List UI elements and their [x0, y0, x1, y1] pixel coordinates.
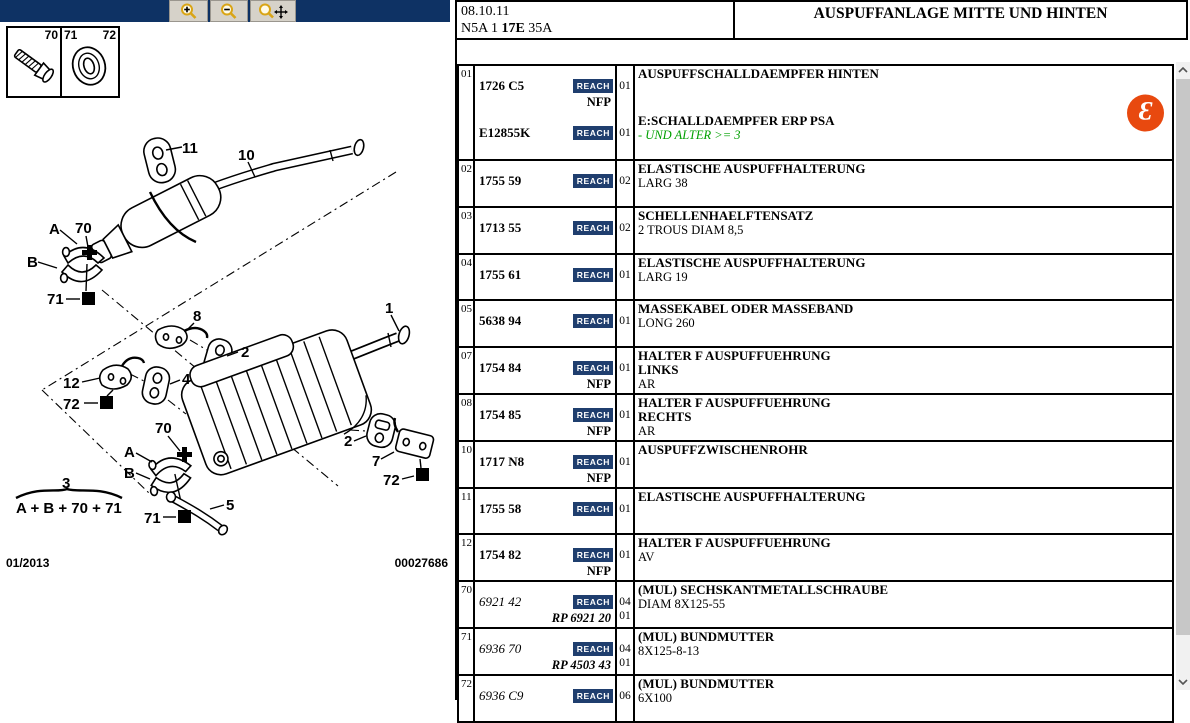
- part-cell: [475, 255, 617, 300]
- reach-badge[interactable]: REACH: [573, 79, 613, 93]
- description-cell: HALTER F AUSPUFFUEHRUNG AV: [638, 535, 831, 565]
- diagram-label-72b: 72: [383, 472, 400, 489]
- diagram-label-7: 7: [372, 453, 381, 470]
- row-index: 01: [459, 66, 475, 159]
- thumbnail-part-70[interactable]: [8, 28, 62, 96]
- chevron-down-icon: [1178, 679, 1188, 685]
- rubber-hanger-11-shape: [141, 135, 178, 185]
- description-cell: AUSPUFFZWISCHENROHR: [638, 441, 808, 457]
- row-index: 10: [459, 442, 475, 487]
- part-cell: [475, 582, 617, 627]
- vertical-scrollbar[interactable]: [1176, 62, 1190, 690]
- reach-badge[interactable]: REACH: [573, 455, 613, 469]
- quantity-cell: 04 01: [617, 582, 635, 627]
- row-index: 03: [459, 208, 475, 253]
- part-entry: [475, 208, 1172, 253]
- quantity-cell: 01: [617, 255, 635, 300]
- description-cell: ELASTISCHE AUSPUFFHALTERUNG LARG 19: [638, 254, 866, 284]
- description-cell: E:SCHALLDAEMPFER ERP PSA - UND ALTER >= 3: [638, 112, 835, 142]
- part-entry: [475, 161, 1172, 206]
- diagram-label-2a: 2: [241, 344, 250, 361]
- scroll-down-button[interactable]: [1176, 674, 1190, 690]
- diagram-label-71b: 71: [144, 510, 161, 527]
- row-index: 07: [459, 348, 475, 393]
- row-entries: [475, 489, 1172, 534]
- quantity-cell: 01: [617, 301, 635, 346]
- part-entry: [475, 442, 1172, 487]
- brand-logo: [1127, 94, 1164, 131]
- description-cell: (MUL) SECHSKANTMETALLSCHRAUBE DIAM 8X125-55: [638, 582, 889, 612]
- thumbnail-70-label: 70: [44, 28, 58, 42]
- part-number[interactable]: 1717 N8: [479, 453, 525, 469]
- reach-badge[interactable]: REACH: [573, 361, 613, 375]
- row-entries: [475, 582, 1172, 627]
- diagram-label-B1: B: [27, 254, 38, 271]
- zoom-toolbar: [0, 0, 450, 22]
- reach-badge[interactable]: REACH: [573, 502, 613, 516]
- part-number[interactable]: 1755 58: [479, 500, 522, 516]
- table-row: [459, 489, 1172, 536]
- table-row: [459, 395, 1172, 442]
- diagram-label-10: 10: [238, 147, 255, 164]
- zoom-out-button[interactable]: [210, 0, 248, 22]
- part-number[interactable]: 1754 82: [479, 547, 522, 563]
- diagram-label-11: 11: [182, 140, 198, 157]
- table-row: [459, 208, 1172, 255]
- part-note: RP 6921 20: [551, 611, 611, 626]
- quantity-cell: 01: [617, 348, 635, 393]
- diagram-label-4: 4: [182, 371, 191, 388]
- row-entries: [475, 535, 1172, 580]
- diagram-number: 00027686: [394, 556, 448, 570]
- rubber-mount-4-shape: [140, 365, 171, 406]
- reach-badge[interactable]: REACH: [573, 174, 613, 188]
- row-entries: [475, 66, 1172, 159]
- row-index: 04: [459, 255, 475, 300]
- reach-badge[interactable]: REACH: [573, 642, 613, 656]
- part-cell: [475, 676, 617, 721]
- table-row: [459, 442, 1172, 489]
- description-cell: AUSPUFFSCHALLDAEMPFER HINTEN: [638, 66, 879, 81]
- diagram-label-A2: A: [124, 444, 135, 461]
- quantity-cell: 01: [617, 535, 635, 580]
- part-number[interactable]: 1754 85: [479, 406, 522, 422]
- description-cell: HALTER F AUSPUFFUEHRUNG LINKS AR: [638, 348, 831, 392]
- diagram-label-2b: 2: [344, 433, 353, 450]
- row-entries: [475, 442, 1172, 487]
- table-row: [459, 66, 1172, 161]
- diagram-label-70a: 70: [75, 220, 92, 237]
- middle-silencer-shape: [84, 139, 365, 270]
- description-cell: (MUL) BUNDMUTTER 8X125-8-13: [638, 628, 775, 658]
- row-entries: [475, 348, 1172, 393]
- row-index: 05: [459, 301, 475, 346]
- diagram-label-70b: 70: [155, 420, 172, 437]
- part-number[interactable]: 6936 70: [479, 640, 522, 656]
- header-reference-block: [457, 2, 735, 38]
- quantity-cell: 02: [617, 208, 635, 253]
- part-number[interactable]: 5638 94: [479, 313, 522, 329]
- diagram-date: 01/2013: [6, 556, 50, 570]
- diagram-label-1: 1: [385, 300, 394, 317]
- diagram-label-3: 3: [62, 475, 71, 492]
- hanger-8-shape: [156, 326, 208, 348]
- hanger-12-shape: [100, 358, 144, 389]
- thumbnail-part-71-72[interactable]: [62, 28, 118, 96]
- diagram-label-71a: 71: [47, 291, 64, 308]
- part-cell: [475, 301, 617, 346]
- connector-line: [130, 374, 144, 381]
- table-row: [459, 629, 1172, 676]
- reach-badge[interactable]: REACH: [573, 221, 613, 235]
- part-cell: [475, 442, 617, 487]
- reach-badge[interactable]: REACH: [573, 268, 613, 282]
- part-number[interactable]: 1713 55: [479, 219, 522, 235]
- part-cell: [475, 489, 617, 534]
- description-cell: HALTER F AUSPUFFUEHRUNG RECHTS AR: [638, 394, 831, 438]
- quantity-cell: 04 01: [617, 629, 635, 674]
- reach-badge[interactable]: REACH: [573, 595, 613, 609]
- part-entry: [475, 113, 1172, 160]
- diagram-label-5: 5: [226, 497, 235, 514]
- thumbnail-71-label: 71: [64, 28, 78, 42]
- diagram-label-12: 12: [63, 375, 80, 392]
- page-title: AUSPUFFANLAGE MITTE UND HINTEN: [813, 5, 1108, 22]
- part-entry: [475, 301, 1172, 346]
- reach-badge[interactable]: REACH: [573, 126, 613, 140]
- quantity-cell: 01: [617, 442, 635, 487]
- row-entries: [475, 301, 1172, 346]
- part-cell: [475, 535, 617, 580]
- nut-square-symbol-72: [100, 396, 113, 409]
- diagram-label-8: 8: [193, 308, 202, 325]
- strap-5-shape: [167, 492, 230, 536]
- chevron-up-icon: [1178, 67, 1188, 73]
- exhaust-diagram: [0, 95, 455, 555]
- row-entries: [475, 161, 1172, 206]
- part-note: NFP: [586, 564, 611, 579]
- part-number[interactable]: 1754 84: [479, 360, 522, 376]
- table-row: [459, 348, 1172, 395]
- part-entry: [475, 582, 1172, 627]
- description-cell: SCHELLENHAELFTENSATZ 2 TROUS DIAM 8,5: [638, 207, 814, 237]
- part-entry: [475, 676, 1172, 721]
- zoom-in-icon: [177, 2, 201, 20]
- scroll-up-button[interactable]: [1176, 62, 1190, 78]
- table-row: [459, 676, 1172, 723]
- header-code: [461, 20, 729, 37]
- nut-square-symbol-71b: [178, 510, 191, 523]
- part-entry: [475, 255, 1172, 300]
- header-code-bold: 17E: [501, 21, 525, 36]
- nut-square-symbol-72b: [416, 468, 429, 481]
- diagram-label-B2: B: [124, 465, 135, 482]
- diagram-label-72a: 72: [63, 396, 80, 413]
- description-cell: (MUL) BUNDMUTTER 6X100: [638, 675, 775, 705]
- row-entries: [475, 629, 1172, 674]
- part-entry: [475, 535, 1172, 580]
- part-cell: [475, 348, 617, 393]
- row-index: 02: [459, 161, 475, 206]
- header-code-suffix: 35A: [524, 21, 553, 36]
- part-note: NFP: [586, 423, 611, 438]
- part-cell: [475, 629, 617, 674]
- quantity-cell: 01: [617, 66, 635, 113]
- part-note: RP 4503 43: [551, 657, 611, 672]
- zoom-pan-icon: [256, 2, 290, 20]
- part-number[interactable]: 1755 59: [479, 173, 522, 188]
- row-index: 72: [459, 676, 475, 721]
- part-entry: [475, 66, 1172, 113]
- quantity-cell: 02: [617, 161, 635, 206]
- thumbnail-72-label: 72: [102, 28, 116, 42]
- row-entries: [475, 208, 1172, 253]
- quantity-cell: 06: [617, 676, 635, 721]
- row-entries: [475, 395, 1172, 440]
- part-entry: [475, 395, 1172, 440]
- quantity-cell: 01: [617, 489, 635, 534]
- part-cell: [475, 161, 617, 206]
- part-entry: [475, 348, 1172, 393]
- part-number[interactable]: 6936 C9: [479, 687, 524, 703]
- table-row: [459, 161, 1172, 208]
- part-number[interactable]: 6921 42: [479, 594, 522, 610]
- table-row: [459, 535, 1172, 582]
- part-number[interactable]: 1755 61: [479, 266, 522, 282]
- parts-table: [457, 64, 1174, 723]
- reach-badge[interactable]: REACH: [573, 689, 613, 703]
- part-number[interactable]: E12855K: [479, 124, 531, 140]
- table-row: [459, 255, 1172, 302]
- scrollbar-thumb[interactable]: [1176, 79, 1190, 635]
- reach-badge[interactable]: REACH: [573, 314, 613, 328]
- part-note: NFP: [586, 470, 611, 485]
- description-cell: ELASTISCHE AUSPUFFHALTERUNG: [638, 488, 866, 504]
- part-number[interactable]: 1726 C5: [479, 78, 525, 93]
- parts-table-body: [459, 66, 1172, 723]
- diagram-group-formula: A + B + 70 + 71: [16, 500, 122, 517]
- row-index: 08: [459, 395, 475, 440]
- brand-logo-glyph: Ɛ: [1138, 96, 1153, 126]
- quantity-cell: 01: [617, 395, 635, 440]
- zoom-out-icon: [217, 2, 241, 20]
- bracket-7-shape: [394, 418, 434, 459]
- part-note: NFP: [586, 95, 611, 109]
- reach-badge[interactable]: REACH: [573, 408, 613, 422]
- part-entry: [475, 489, 1172, 534]
- part-thumbnails: [6, 26, 120, 98]
- row-entries: [475, 676, 1172, 721]
- part-entry: [475, 629, 1172, 674]
- table-row: [459, 582, 1172, 629]
- description-cell: MASSEKABEL ODER MASSEBAND LONG 260: [638, 301, 854, 331]
- page-header: [457, 0, 1188, 40]
- zoom-in-button[interactable]: [169, 0, 208, 22]
- header-date: 08.10.11: [461, 4, 510, 19]
- row-index: 70: [459, 582, 475, 627]
- row-entries: [475, 255, 1172, 300]
- nut-square-symbol-71: [82, 292, 95, 305]
- row-index: 12: [459, 535, 475, 580]
- diagram-label-A1: A: [49, 221, 60, 238]
- part-cell: [475, 208, 617, 253]
- row-index: 11: [459, 489, 475, 534]
- part-note: NFP: [586, 377, 611, 392]
- connector-line: [350, 430, 366, 431]
- part-cell: [475, 395, 617, 440]
- part-cell: [475, 113, 617, 160]
- connector-line: [190, 340, 207, 350]
- header-code-prefix: N5A 1: [461, 21, 502, 36]
- row-index: 71: [459, 629, 475, 674]
- zoom-pan-button[interactable]: [250, 0, 296, 22]
- quantity-cell: 01: [617, 113, 635, 160]
- table-row: [459, 301, 1172, 348]
- reach-badge[interactable]: REACH: [573, 548, 613, 562]
- part-cell: [475, 66, 617, 113]
- description-cell: ELASTISCHE AUSPUFFHALTERUNG LARG 38: [638, 161, 866, 190]
